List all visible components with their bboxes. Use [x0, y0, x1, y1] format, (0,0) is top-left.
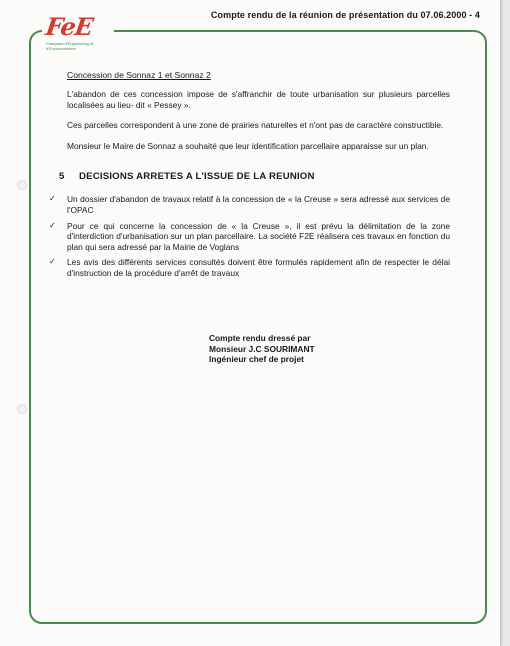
logo-tagline: Française d'Engineering et d'Environnement: [46, 41, 94, 51]
list-item: [49, 194, 450, 215]
paragraph: Monsieur le Maire de Sonnaz a souhaité que leur identification parcellaire apparaisse sur un plan.: [67, 140, 429, 151]
checkmark-icon: ✓: [49, 220, 56, 230]
list-item: [49, 221, 450, 253]
section-title: DECISIONS ARRETES A L'ISSUE DE LA REUNION: [79, 171, 315, 183]
list-item-text: Les avis des différents services consultés doivent être formulés rapidement afin de respecter le délai d'instruction de la procédure d'arrêt de travaux: [67, 257, 450, 278]
paragraph: Ces parcelles correspondent à une zone de prairies naturelles et n'ont pas de caractère constructible.: [67, 120, 444, 131]
list-item: [49, 257, 450, 278]
signature-name: Monsieur J.C SOURIMANT: [209, 343, 315, 354]
page-header: Compte rendu de la réunion de présentation du 07.06.2000 - 4: [210, 10, 480, 20]
paragraph: L'abandon de ces concession impose de s'affranchir de toute urbanisation sur plusieurs parcelles localisées au lieu- dit « Pessey ».: [67, 89, 450, 110]
signature-line: Compte rendu dressé par: [209, 333, 311, 343]
section-number: 5: [59, 171, 65, 183]
logo-wordmark: FeE: [43, 12, 95, 41]
checkmark-icon: ✓: [49, 257, 56, 267]
decision-list: [49, 194, 450, 278]
section-heading: [59, 171, 450, 182]
punch-hole: [17, 404, 27, 414]
list-item-text: Un dossier d'abandon de travaux relatif à la concession de « la Creuse » sera adressé aux services de l'OPAC: [67, 194, 450, 215]
concession-subtitle: Concession de Sonnaz 1 et Sonnaz 2: [67, 70, 211, 80]
checkmark-icon: ✓: [49, 194, 56, 204]
signature-block: [209, 333, 315, 365]
punch-hole: [17, 180, 27, 190]
signature-role: Ingénieur chef de projet: [209, 354, 304, 365]
list-item-text: Pour ce qui concerne la concession de « la Creuse », il est prévu la délimitation de la zone d'interdiction d'urbanisation sur un plan parcellaire. La société F2E réalisera ces travaux en fonction du plan qui sera adressé par la Mairie de Voglans: [67, 220, 450, 252]
document-body: [49, 70, 450, 284]
company-logo: [42, 12, 114, 52]
